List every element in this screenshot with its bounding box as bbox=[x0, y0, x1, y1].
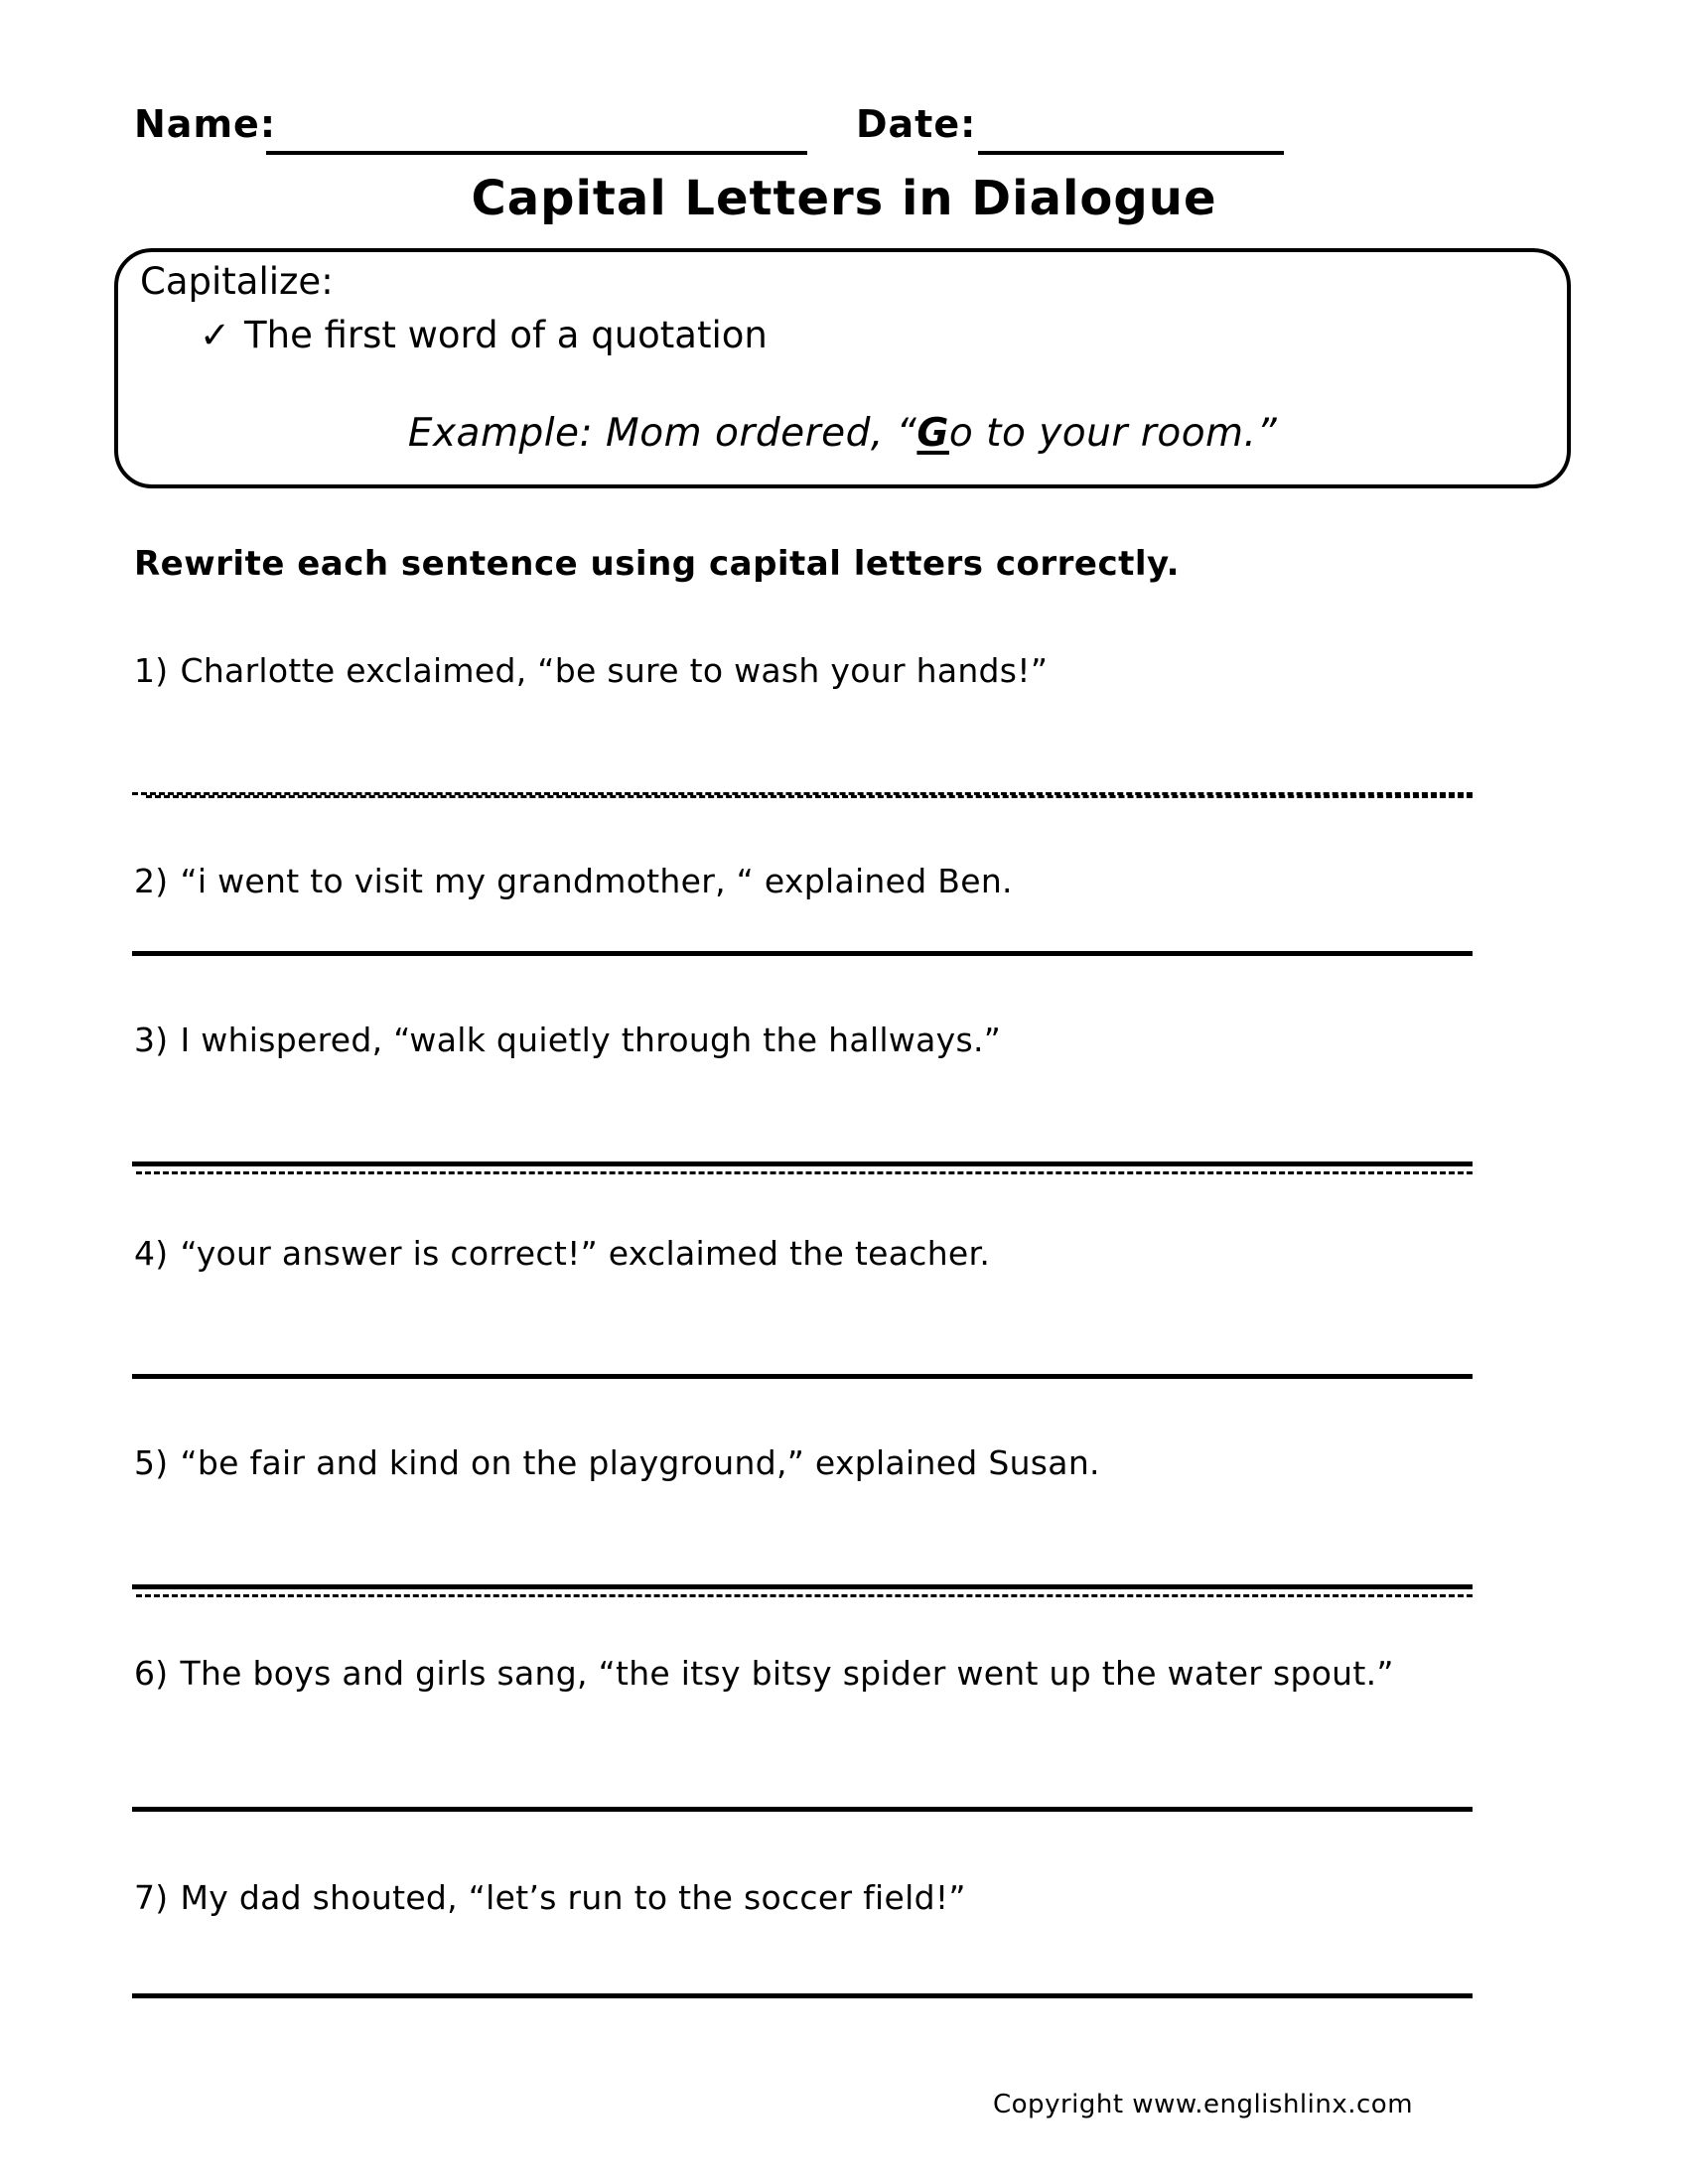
sentence-2-text: “i went to visit my grandmother, “ explained Ben. bbox=[180, 862, 1013, 900]
sentence-7-number: 7) bbox=[134, 1878, 169, 1917]
answer-line-3[interactable] bbox=[132, 1161, 1473, 1174]
answer-line-1[interactable] bbox=[132, 792, 1473, 799]
date-input-line[interactable] bbox=[978, 107, 1284, 155]
rule-item bbox=[200, 314, 768, 356]
date-label: Date: bbox=[856, 102, 977, 146]
sentence-6-number: 6) bbox=[134, 1654, 169, 1693]
example-suffix: o to your room.” bbox=[948, 411, 1278, 456]
answer-line-6[interactable] bbox=[132, 1807, 1473, 1820]
sentence-3-text: I whispered, “walk quietly through the hallways.” bbox=[180, 1021, 1002, 1059]
example-prefix: Example: Mom ordered, “ bbox=[407, 411, 917, 456]
copyright-text: Copyright www.englishlinx.com bbox=[993, 2090, 1414, 2119]
sentence-5-text: “be fair and kind on the playground,” explained Susan. bbox=[180, 1443, 1100, 1482]
sentence-6 bbox=[134, 1654, 1394, 1693]
answer-line-2[interactable] bbox=[132, 951, 1473, 964]
sentence-3-number: 3) bbox=[134, 1021, 169, 1059]
sentence-6-text: The boys and girls sang, “the itsy bitsy spider went up the water spout.” bbox=[180, 1654, 1394, 1693]
answer-line-7[interactable] bbox=[132, 1993, 1473, 2006]
sentence-1 bbox=[134, 651, 1048, 690]
sentence-4-number: 4) bbox=[134, 1234, 169, 1273]
checkmark-icon: ✓ bbox=[200, 314, 231, 356]
sentence-4 bbox=[134, 1234, 990, 1273]
sentence-2 bbox=[134, 862, 1013, 900]
example-underlined-letter: G bbox=[916, 411, 949, 456]
name-input-line[interactable] bbox=[266, 107, 807, 155]
sentence-7-text: My dad shouted, “let’s run to the soccer field!” bbox=[180, 1878, 966, 1917]
sentence-1-number: 1) bbox=[134, 651, 169, 690]
sentence-5 bbox=[134, 1443, 1100, 1482]
sentence-1-text: Charlotte exclaimed, “be sure to wash your hands!” bbox=[180, 651, 1049, 690]
sentence-3 bbox=[134, 1021, 1001, 1059]
page-title: Capital Letters in Dialogue bbox=[471, 171, 1217, 226]
answer-line-4[interactable] bbox=[132, 1374, 1473, 1387]
example-sentence bbox=[118, 411, 1567, 456]
instructions-text: Rewrite each sentence using capital letters correctly. bbox=[134, 544, 1180, 584]
sentence-2-number: 2) bbox=[134, 862, 169, 900]
answer-line-5[interactable] bbox=[132, 1584, 1473, 1597]
sentence-5-number: 5) bbox=[134, 1443, 169, 1482]
rules-box bbox=[114, 248, 1571, 488]
rule-text: The first word of a quotation bbox=[244, 314, 768, 356]
sentence-7 bbox=[134, 1878, 966, 1917]
name-label: Name: bbox=[134, 102, 277, 146]
rules-heading: Capitalize: bbox=[140, 260, 334, 303]
sentence-4-text: “your answer is correct!” exclaimed the teacher. bbox=[180, 1234, 991, 1273]
